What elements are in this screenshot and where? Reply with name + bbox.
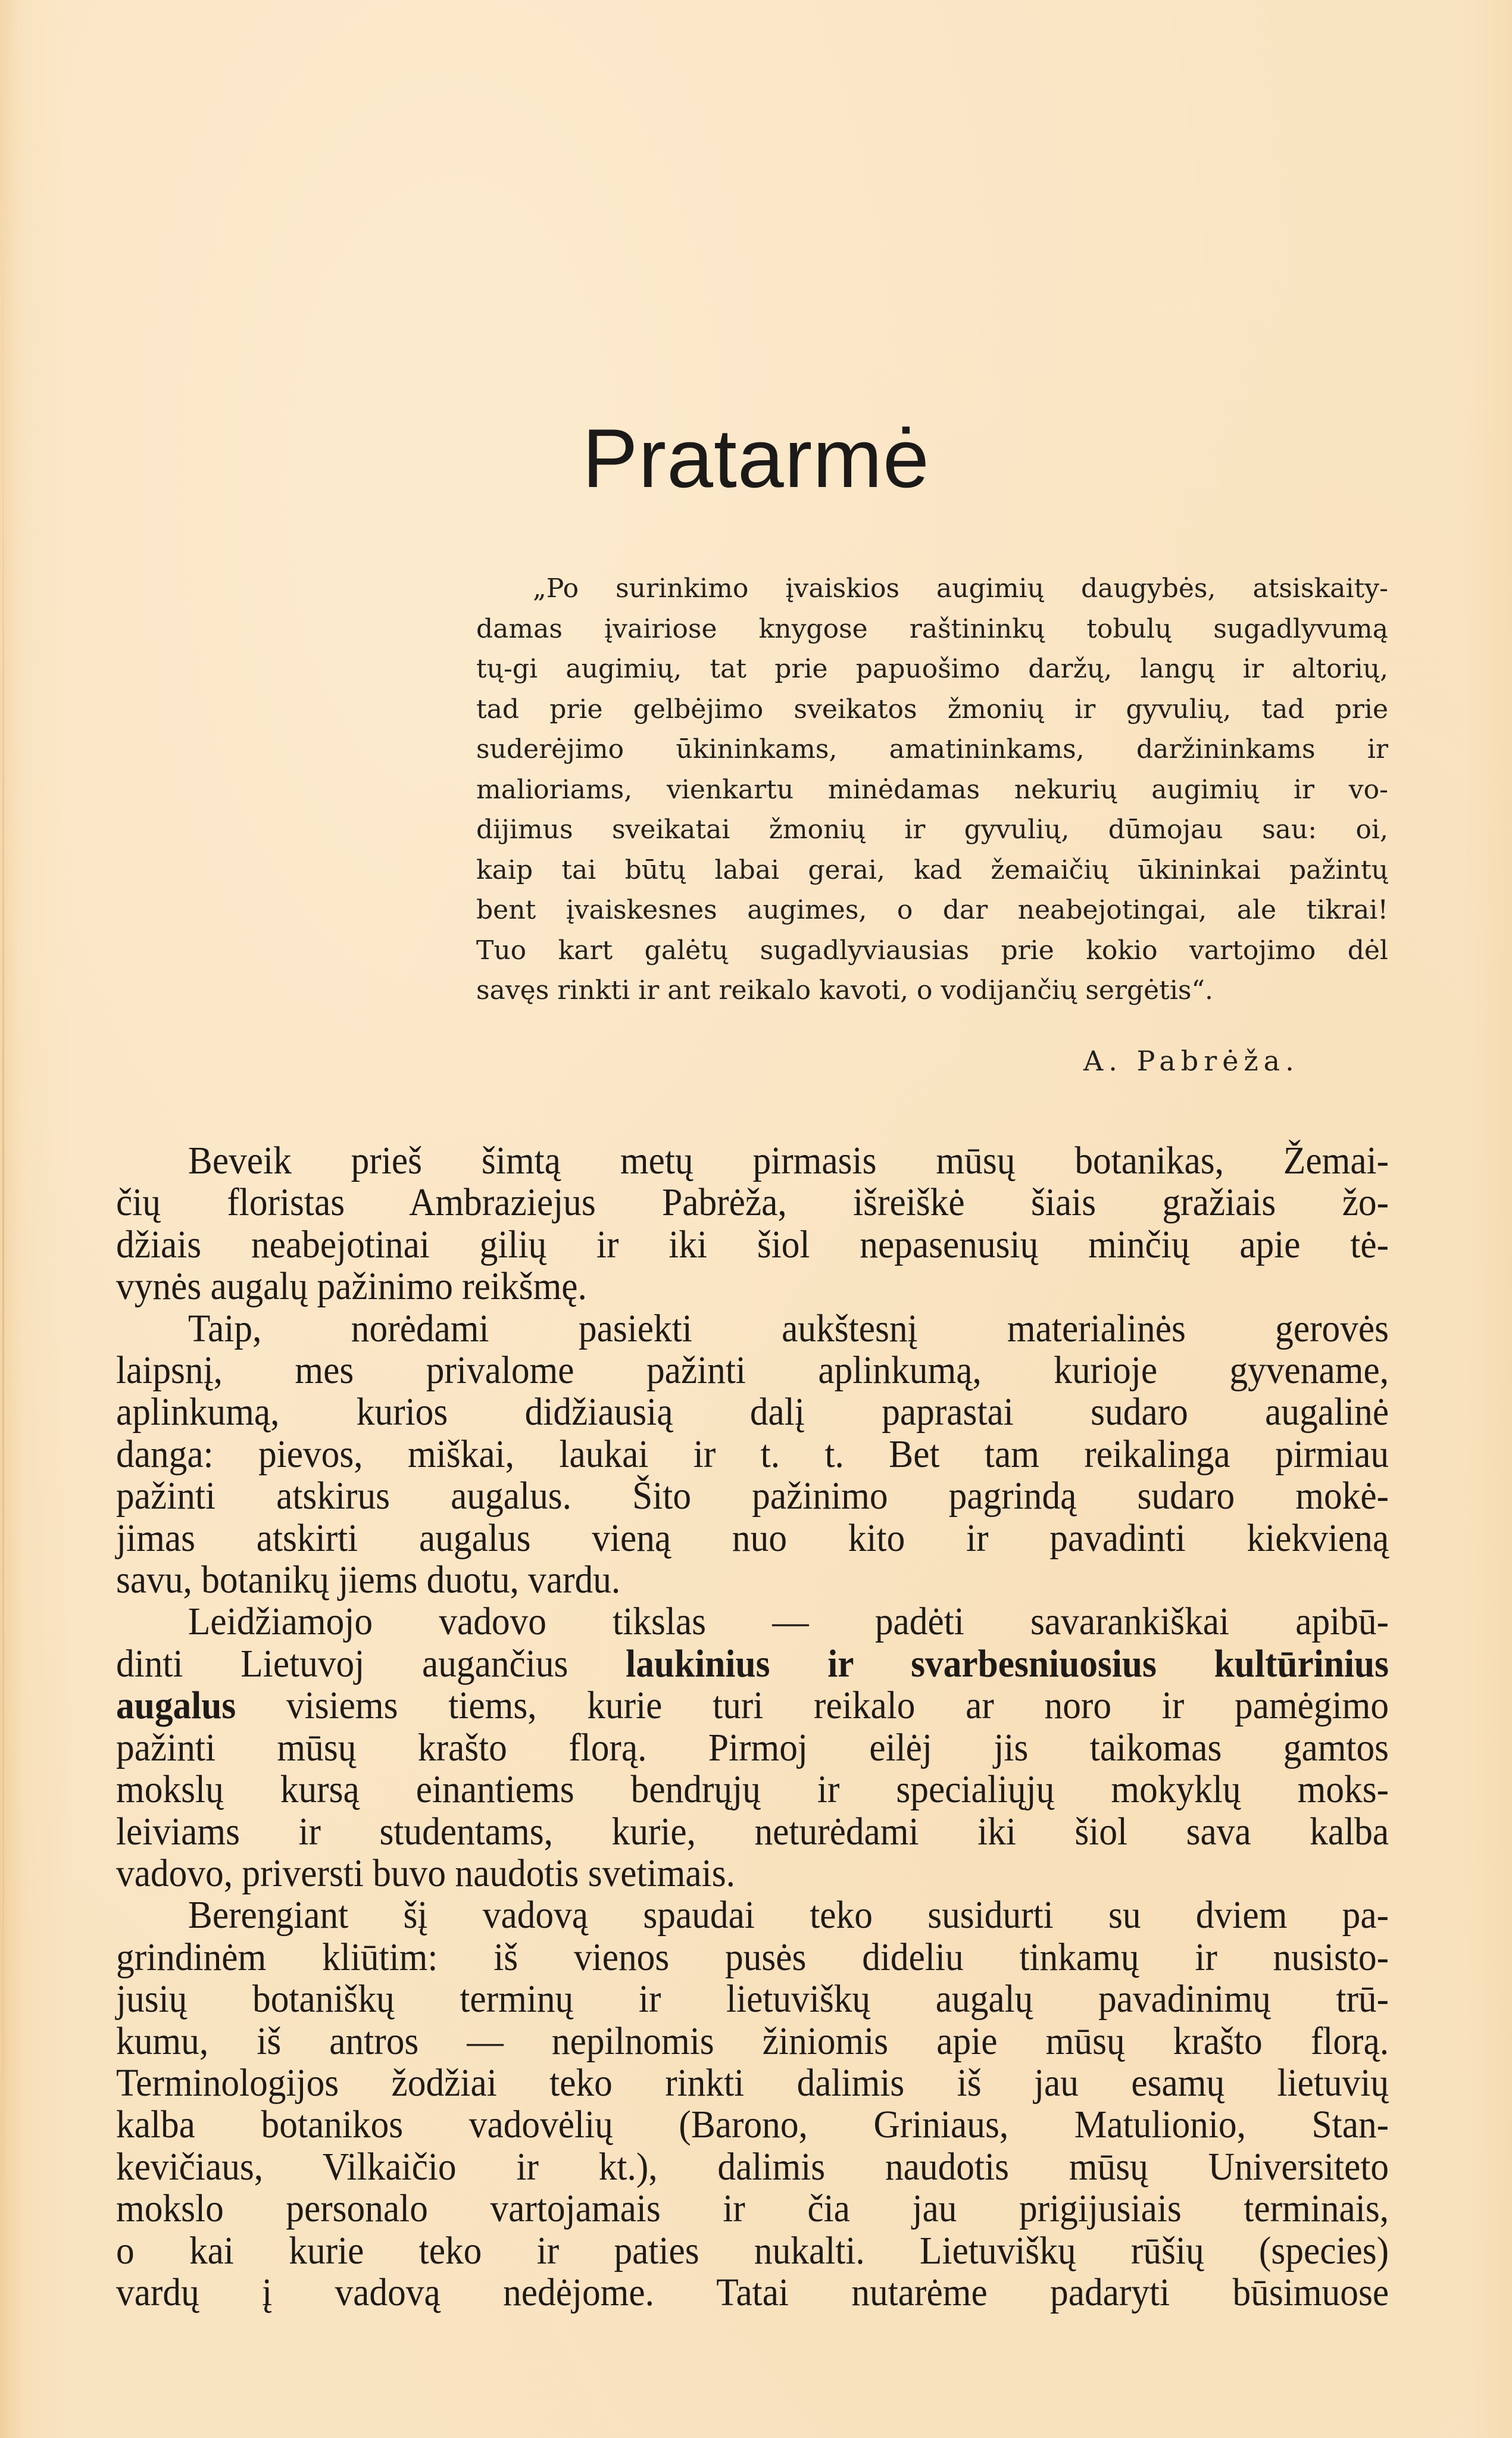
epigraph-line: tad prie gelbėjimo sveikatos žmonių ir gyvulių, tad prie [476, 694, 1388, 725]
body-line: o kai kurie teko ir paties nukalti. Lietuviškų rūšių (species) [116, 2228, 1389, 2272]
body-line: aplinkumą, kurios didžiausią dalį paprastai sudaro augalinė [116, 1390, 1389, 1434]
epigraph-line: „Po surinkimo įvaiskios augimių daugybės, atsiskaity- [533, 573, 1388, 604]
body-line: vardų į vadovą nedėjome. Tatai nutarėme padaryti būsimuose [116, 2270, 1389, 2314]
emphasis-bold: laukinius ir svarbesniuosius kultūrinius [626, 1641, 1389, 1685]
body-line: džiais neabejotinai gilių ir iki šiol nepasenusių minčių apie tė- [116, 1222, 1389, 1266]
body-line: vadovo, priversti buvo naudotis svetimais. [116, 1851, 735, 1895]
body-line: savu, botanikų jiems duotu, vardu. [116, 1558, 621, 1602]
body-line: vynės augalų pažinimo reikšmę. [116, 1265, 587, 1309]
epigraph-line: suderėjimo ūkininkams, amatininkams, daržininkams ir [476, 734, 1388, 764]
body-line: mokslų kursą einantiems bendrųjų ir specialiųjų mokyklų moks- [116, 1768, 1389, 1812]
body-line: Berengiant šį vadovą spaudai teko susidurti su dviem pa- [188, 1893, 1389, 1937]
epigraph-line: bent įvaiskesnes augimes, o dar neabejotingai, ale tikrai! [476, 895, 1388, 925]
epigraph-line: damas įvairiose knygose raštininkų tobulų sugadlyvumą [476, 613, 1388, 644]
body-line: jusių botaniškų terminų ir lietuviškų augalų pavadinimų trū- [116, 1977, 1389, 2021]
epigraph-line: Tuo kart galėtų sugadlyviausias prie kokio vartojimo dėl [476, 935, 1388, 966]
epigraph-line: malioriams, vienkartu minėdamas nekurių augimių ir vo- [476, 774, 1388, 805]
body-line: čių floristas Ambraziejus Pabrėža, išreiškė šiais gražiais žo- [116, 1181, 1389, 1225]
body-line: pažinti atskirus augalus. Šito pažinimo pagrindą sudaro mokė- [116, 1474, 1389, 1518]
epigraph-line: tų-gi augimių, tat prie papuošimo daržų, langų ir altorių, [476, 654, 1388, 684]
body-line: Terminologijos žodžiai teko rinkti dalimis iš jau esamų lietuvių [116, 2061, 1389, 2105]
body-line: pažinti mūsų krašto florą. Pirmoj eilėj jis taikomas gamtos [116, 1725, 1389, 1769]
body-text [116, 1140, 1389, 2314]
body-line: laipsnį, mes privalome pažinti aplinkumą, kurioje gyvename, [116, 1348, 1389, 1393]
page-edge-stain [2, 226, 4, 2250]
body-line: kalba botanikos vadovėlių (Barono, Griniaus, Matulionio, Stan- [116, 2103, 1389, 2147]
body-line: Taip, norėdami pasiekti aukštesnį materialinės gerovės [188, 1306, 1389, 1350]
epigraph-signature: A. Pabrėža. [1083, 1045, 1299, 1077]
body-line: grindinėm kliūtim: iš vienos pusės dideliu tinkamų ir nusisto- [116, 1935, 1389, 1979]
body-line: kumu, iš antros — nepilnomis žiniomis apie mūsų krašto florą. [116, 2019, 1389, 2063]
body-line: mokslo personalo vartojamais ir čia jau prigijusiais terminais, [116, 2187, 1389, 2231]
epigraph-line: kaip tai būtų labai gerai, kad žemaičių ūkininkai pažintų [476, 854, 1388, 885]
body-line: danga: pievos, miškai, laukai ir t. t. Bet tam reikalinga pirmiau [116, 1432, 1389, 1476]
body-line: leiviams ir studentams, kurie, neturėdami iki šiol sava kalba [116, 1809, 1389, 1853]
epigraph-line: dijimus sveikatai žmonių ir gyvulių, dūmojau sau: oi, [476, 814, 1388, 845]
body-line: kevičiaus, Vilkaičio ir kt.), dalimis naudotis mūsų Universiteto [116, 2144, 1389, 2189]
body-line-text: visiems tiems, kurie turi reikalo ar noro ir pamėgimo [236, 1684, 1389, 1728]
body-line: Leidžiamojo vadovo tikslas — padėti savarankiškai apibū- [188, 1600, 1389, 1644]
emphasis-bold: augalus [116, 1684, 236, 1728]
body-line: jimas atskirti augalus vieną nuo kito ir pavadinti kiekvieną [116, 1516, 1389, 1560]
epigraph-quote [476, 569, 1388, 1011]
page-title: Pratarmė [582, 411, 930, 505]
body-line-text: dinti Lietuvoj augančius [116, 1641, 626, 1685]
body-line [116, 1643, 1389, 1685]
epigraph-line: savęs rinkti ir ant reikalo kavoti, o vodijančių sergėtis“. [476, 975, 1213, 1006]
body-line [116, 1685, 1389, 1727]
body-line: Beveik prieš šimtą metų pirmasis mūsų botanikas, Žemai- [188, 1139, 1389, 1182]
